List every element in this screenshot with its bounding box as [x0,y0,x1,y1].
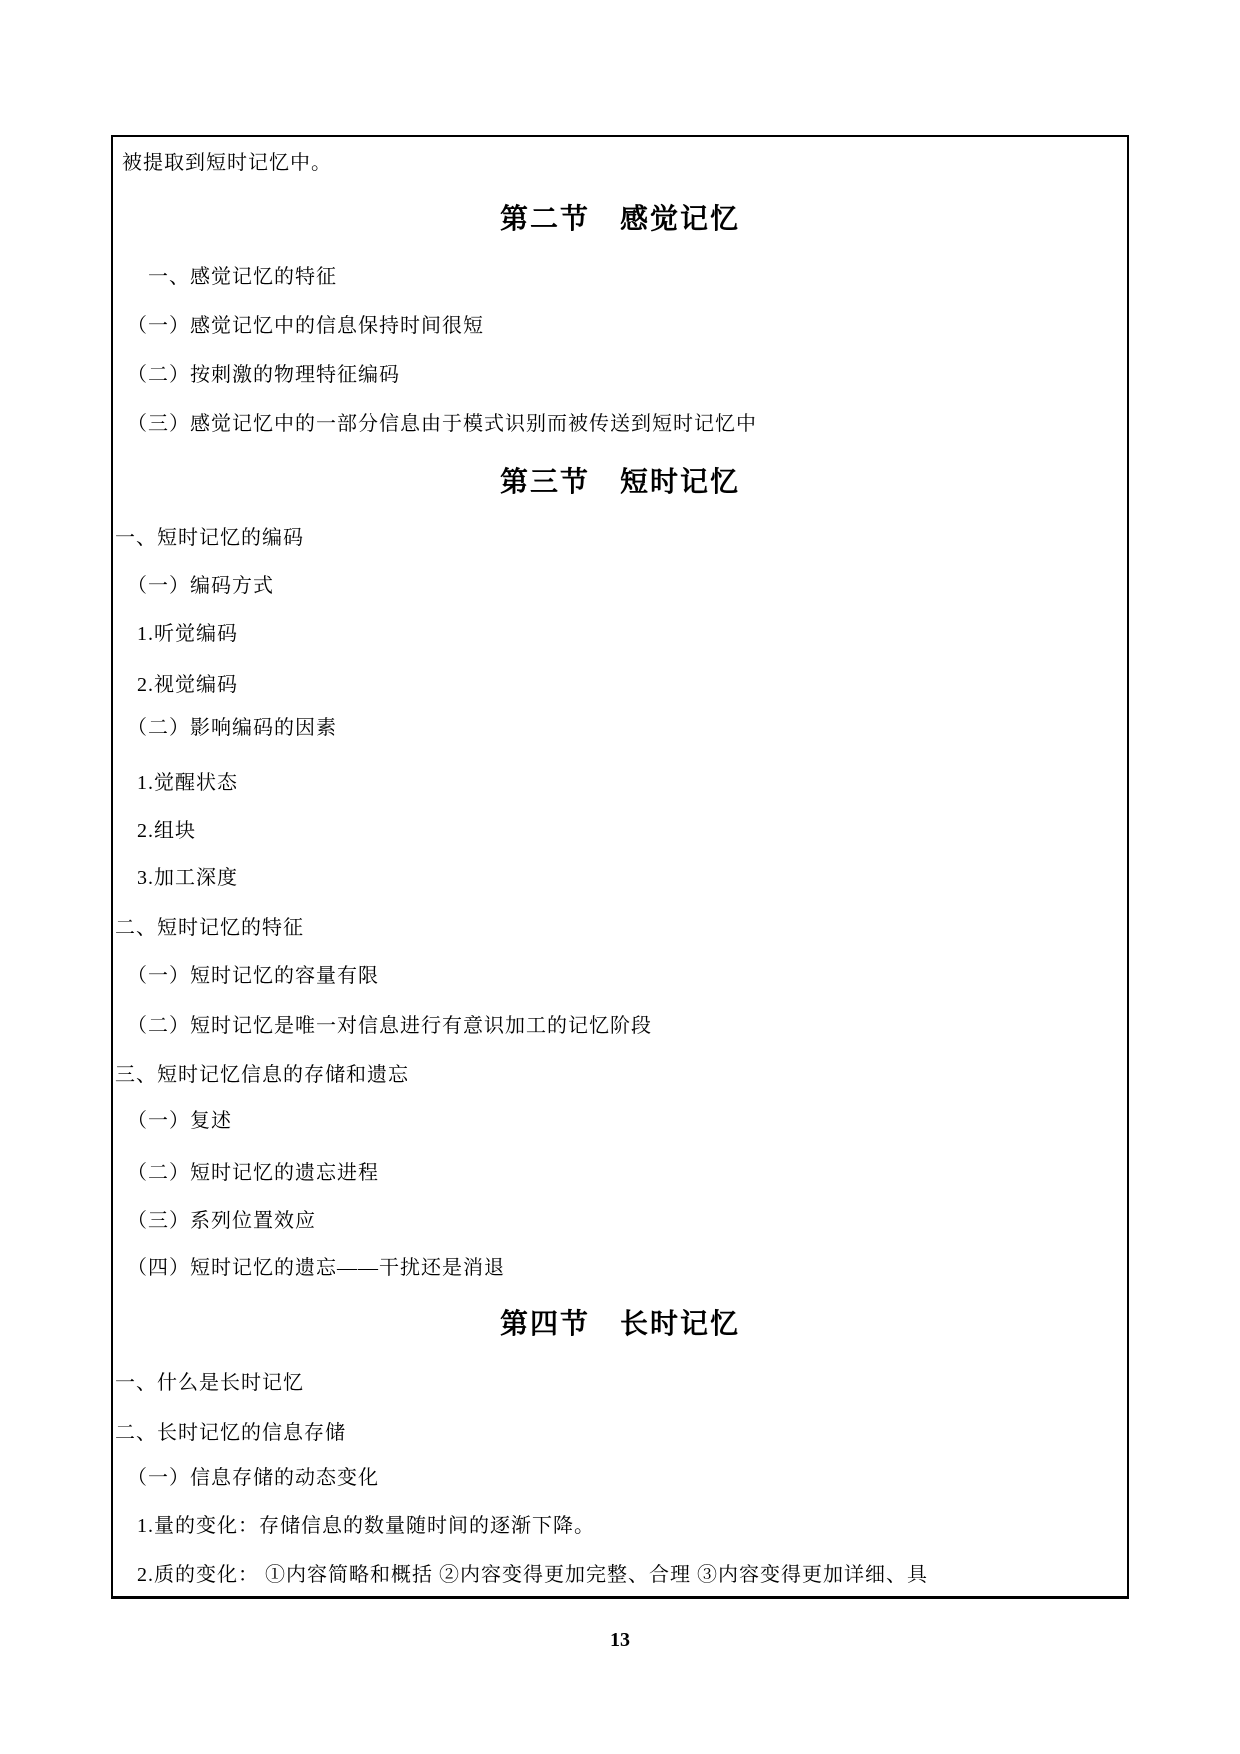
outline-line: 2.质的变化： ①内容简略和概括 ②内容变得更加完整、合理 ③内容变得更加详细、具 [137,1563,928,1586]
outline-line: （一）短时记忆的容量有限 [127,964,379,987]
outline-line: （二）影响编码的因素 [127,716,337,739]
page-number: 13 [610,1628,630,1651]
outline-line: 3.加工深度 [137,866,238,889]
outline-line: 2.组块 [137,819,196,842]
content-border-box [111,135,1129,1599]
outline-line: 1.听觉编码 [137,622,238,645]
outline-line: 1.量的变化：存储信息的数量随时间的逐渐下降。 [137,1514,595,1537]
outline-line: 一、感觉记忆的特征 [148,265,337,288]
outline-line: （二）短时记忆的遗忘进程 [127,1161,379,1184]
outline-line: （一）感觉记忆中的信息保持时间很短 [127,314,484,337]
section-heading: 第二节 感觉记忆 [499,204,740,235]
outline-line: 二、短时记忆的特征 [115,916,304,939]
section-heading: 第三节 短时记忆 [499,467,740,498]
outline-line: 被提取到短时记忆中。 [122,151,332,174]
outline-line: 三、短时记忆信息的存储和遗忘 [115,1063,409,1086]
outline-line: （二）按刺激的物理特征编码 [127,363,400,386]
outline-line: 二、长时记忆的信息存储 [115,1421,346,1444]
outline-line: （二）短时记忆是唯一对信息进行有意识加工的记忆阶段 [127,1014,652,1037]
outline-line: 一、什么是长时记忆 [115,1371,304,1394]
outline-line: 1.觉醒状态 [137,771,238,794]
outline-line: （一）复述 [127,1109,232,1132]
outline-line: 一、短时记忆的编码 [115,526,304,549]
outline-line: （三）感觉记忆中的一部分信息由于模式识别而被传送到短时记忆中 [127,412,757,435]
outline-line: 2.视觉编码 [137,673,238,696]
outline-line: （三）系列位置效应 [127,1209,316,1232]
section-heading: 第四节 长时记忆 [499,1309,740,1340]
outline-line: （四）短时记忆的遗忘——干扰还是消退 [127,1256,505,1279]
outline-line: （一）信息存储的动态变化 [127,1466,379,1489]
outline-line: （一）编码方式 [127,574,274,597]
